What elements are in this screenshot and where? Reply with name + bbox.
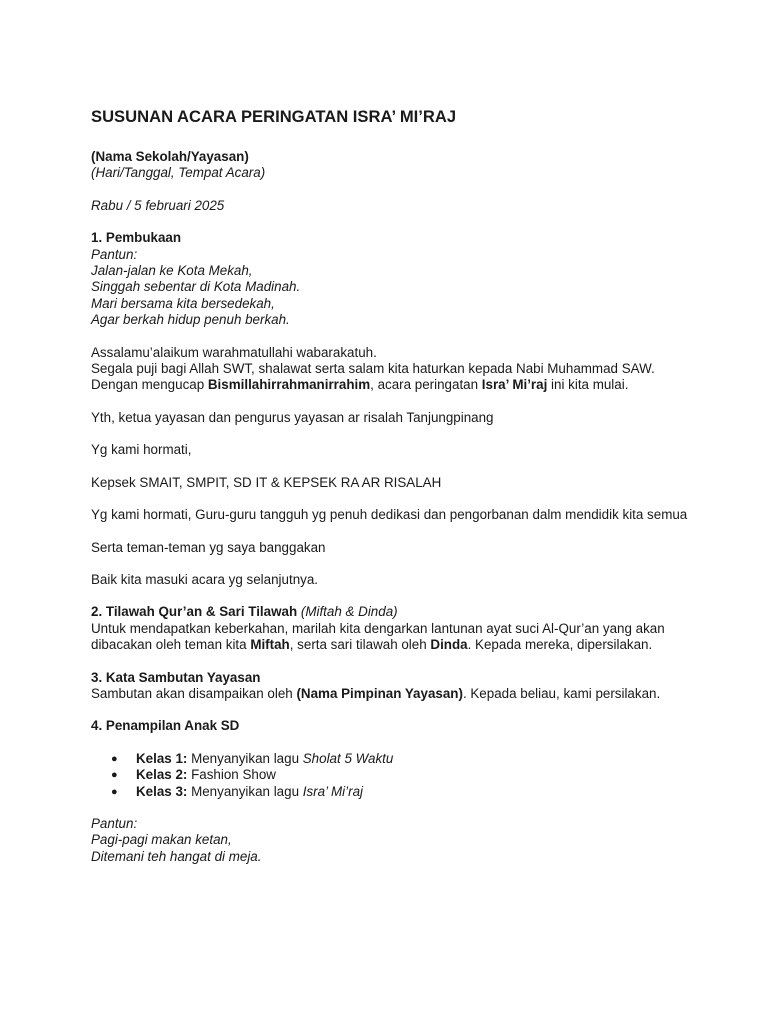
pantun-line: Jalan-jalan ke Kota Mekah, <box>91 263 253 279</box>
section-heading-penampilan: 4. Penampilan Anak SD <box>91 718 240 734</box>
salam-text: Assalamu’alaikum warahmatullahi wabarakatuh. <box>91 344 377 360</box>
pantun-line: Singgah sebentar di Kota Madinah. <box>91 279 301 295</box>
greeting-guru: Yg kami hormati, Guru-guru tangguh yg penuh dedikasi dan pengorbanan dalm mendidik kita semua <box>91 507 688 523</box>
section-heading-tilawah: 2. Tilawah Qur’an & Sari Tilawah (Miftah & Dinda) <box>91 604 398 620</box>
pantun-label-2: Pantun: <box>91 815 138 831</box>
greeting-yth: Yth, ketua yayasan dan pengurus yayasan ar risalah Tanjungpinang <box>91 409 494 425</box>
list-item: ● Kelas 2: Fashion Show <box>111 767 276 783</box>
greeting-hormati: Yg kami hormati, <box>91 442 192 458</box>
greeting-kepsek: Kepsek SMAIT, SMPIT, SD IT & KEPSEK RA AR RISALAH <box>91 474 442 490</box>
pantun-line: Mari bersama kita bersedekah, <box>91 295 275 311</box>
list-item: ● Kelas 1: Menyanyikan lagu Sholat 5 Waktu <box>111 750 394 766</box>
tilawah-paragraph: Untuk mendapatkan keberkahan, marilah kita dengarkan lantunan ayat suci Al-Qur’an yang akan dibacakan oleh teman kita Miftah, serta sari tilawah oleh Dinda. Kepada mereka, dipersilakan. <box>91 620 665 653</box>
document-page <box>91 107 691 865</box>
school-placeholder: (Nama Sekolah/Yayasan) <box>91 149 249 164</box>
pantun-line: Agar berkah hidup penuh berkah. <box>91 312 290 328</box>
opening-paragraph: Segala puji bagi Allah SWT, shalawat serta salam kita haturkan kepada Nabi Muhammad SAW. Dengan mengucap Bismillahirrahmanirrahim, acara peringatan Isra’ Mi’raj ini kita mulai. <box>91 361 655 393</box>
section-heading-pembukaan: 1. Pembukaan <box>91 230 182 246</box>
bullet-icon: ● <box>111 769 118 782</box>
transition-text: Baik kita masuki acara yg selanjutnya. <box>91 571 319 587</box>
bullet-icon: ● <box>111 752 118 765</box>
bullet-icon: ● <box>111 785 118 798</box>
section-heading-sambutan: 3. Kata Sambutan Yayasan <box>91 669 261 685</box>
sambutan-paragraph: Sambutan akan disampaikan oleh (Nama Pimpinan Yayasan). Kepada beliau, kami persilakan. <box>91 685 661 701</box>
performance-list <box>91 751 691 800</box>
document-title: SUSUNAN ACARA PERINGATAN ISRA’ MI’RAJ <box>91 107 457 126</box>
pantun-line: Pagi-pagi makan ketan, <box>91 832 232 848</box>
greeting-teman: Serta teman-teman yg saya banggakan <box>91 539 326 555</box>
event-date: Rabu / 5 februari 2025 <box>91 197 225 213</box>
date-place-placeholder: (Hari/Tanggal, Tempat Acara) <box>91 165 266 181</box>
list-item: ● Kelas 3: Menyanyikan lagu Isra’ Mi’raj <box>111 783 364 799</box>
pantun-label: Pantun: <box>91 246 138 262</box>
pantun-line: Ditemani teh hangat di meja. <box>91 848 262 864</box>
